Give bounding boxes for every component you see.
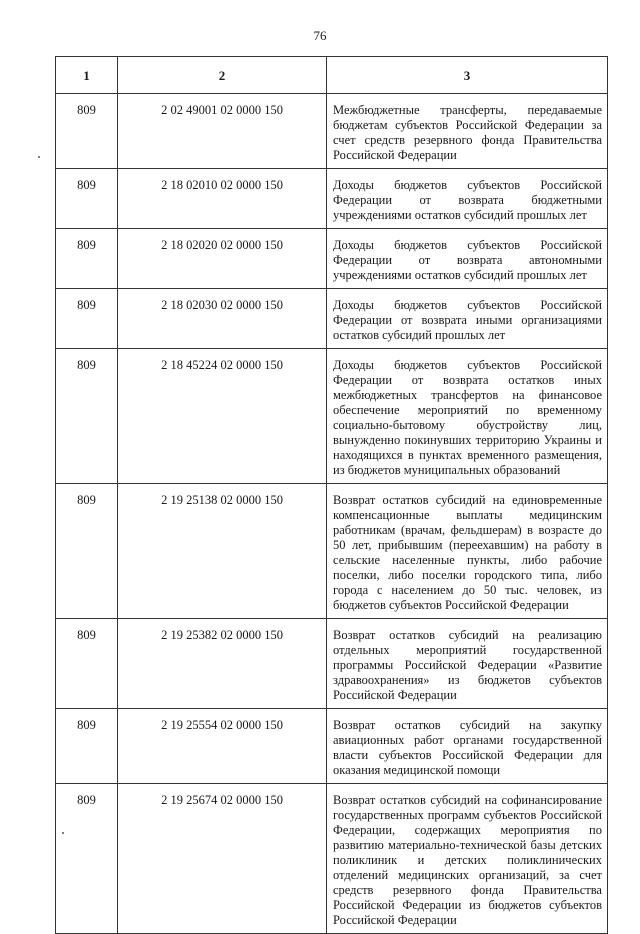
cell-budget-code: 2 19 25138 02 0000 150: [118, 484, 327, 619]
cell-admin-code: 809: [56, 709, 118, 784]
table-row: [56, 619, 608, 709]
cell-revenue-name: Возврат остатков субсидий на реализацию отдельных мероприятий государственной программы Российской Федерации «Развитие здравоохранения» из бюджетов субъектов Российской Федерации: [327, 619, 608, 709]
cell-admin-code: 809: [56, 484, 118, 619]
column-header-code: 2: [118, 57, 327, 94]
cell-revenue-name: Доходы бюджетов субъектов Российской Федерации от возврата остатков иных межбюджетных трансфертов на финансовое обеспечение мероприятий по временному социально-бытовому обустройству лиц, вынужденно покинувших территорию Украины и находящихся в пунктах временного размещения, из бюджетов муниципальных образований: [327, 349, 608, 484]
cell-revenue-name: Возврат остатков субсидий на закупку авиационных работ органами государственной власти субъектов Российской Федерации для оказания медицинской помощи: [327, 709, 608, 784]
cell-admin-code: 809: [56, 169, 118, 229]
cell-budget-code: 2 19 25382 02 0000 150: [118, 619, 327, 709]
cell-budget-code: 2 18 45224 02 0000 150: [118, 349, 327, 484]
cell-admin-code: 809: [56, 619, 118, 709]
cell-revenue-name: Доходы бюджетов субъектов Российской Федерации от возврата бюджетными учреждениями остатков субсидий прошлых лет: [327, 169, 608, 229]
cell-admin-code: 809: [56, 94, 118, 169]
cell-revenue-name: Возврат остатков субсидий на единовременные компенсационные выплаты медицинским работникам (врачам, фельдшерам) в возрасте до 50 лет, прибывшим (переехавшим) на работу в сельские населенные пункты, либо рабочие поселки, либо поселки городского типа, либо города с населением до 50 тыс. человек, из бюджетов субъектов Российской Федерации: [327, 484, 608, 619]
scan-speck: [38, 156, 40, 158]
table-row: [56, 709, 608, 784]
cell-budget-code: 2 19 25554 02 0000 150: [118, 709, 327, 784]
cell-budget-code: 2 18 02010 02 0000 150: [118, 169, 327, 229]
table-row: [56, 229, 608, 289]
cell-admin-code: 809: [56, 349, 118, 484]
cell-budget-code: 2 02 49001 02 0000 150: [118, 94, 327, 169]
table-row: [56, 289, 608, 349]
table-row: [56, 169, 608, 229]
cell-budget-code: 2 19 25674 02 0000 150: [118, 784, 327, 934]
table-row: [56, 484, 608, 619]
cell-revenue-name: Возврат остатков субсидий на софинансирование государственных программ субъектов Российской Федерации, содержащих мероприятия по развитию материально-технической базы детских поликлиник и детских поликлинических отделений медицинских организаций, за счет средств резервного фонда Правительства Российской Федерации из бюджетов субъектов Российской Федерации: [327, 784, 608, 934]
column-header-name: 3: [327, 57, 608, 94]
table-row: [56, 784, 608, 934]
cell-budget-code: 2 18 02030 02 0000 150: [118, 289, 327, 349]
page-number: 76: [313, 28, 327, 43]
cell-revenue-name: Доходы бюджетов субъектов Российской Федерации от возврата иными организациями остатков субсидий прошлых лет: [327, 289, 608, 349]
cell-admin-code: 809: [56, 229, 118, 289]
revenue-codes-table: [55, 56, 608, 934]
cell-admin-code: 809: [56, 784, 118, 934]
table-header-row: [56, 57, 608, 94]
cell-budget-code: 2 18 02020 02 0000 150: [118, 229, 327, 289]
cell-revenue-name: Доходы бюджетов субъектов Российской Федерации от возврата автономными учреждениями остатков субсидий прошлых лет: [327, 229, 608, 289]
table-row: [56, 349, 608, 484]
cell-admin-code: 809: [56, 289, 118, 349]
cell-revenue-name: Межбюджетные трансферты, передаваемые бюджетам субъектов Российской Федерации за счет средств резервного фонда Правительства Российской Федерации: [327, 94, 608, 169]
column-header-admin: 1: [56, 57, 118, 94]
table-row: [56, 94, 608, 169]
